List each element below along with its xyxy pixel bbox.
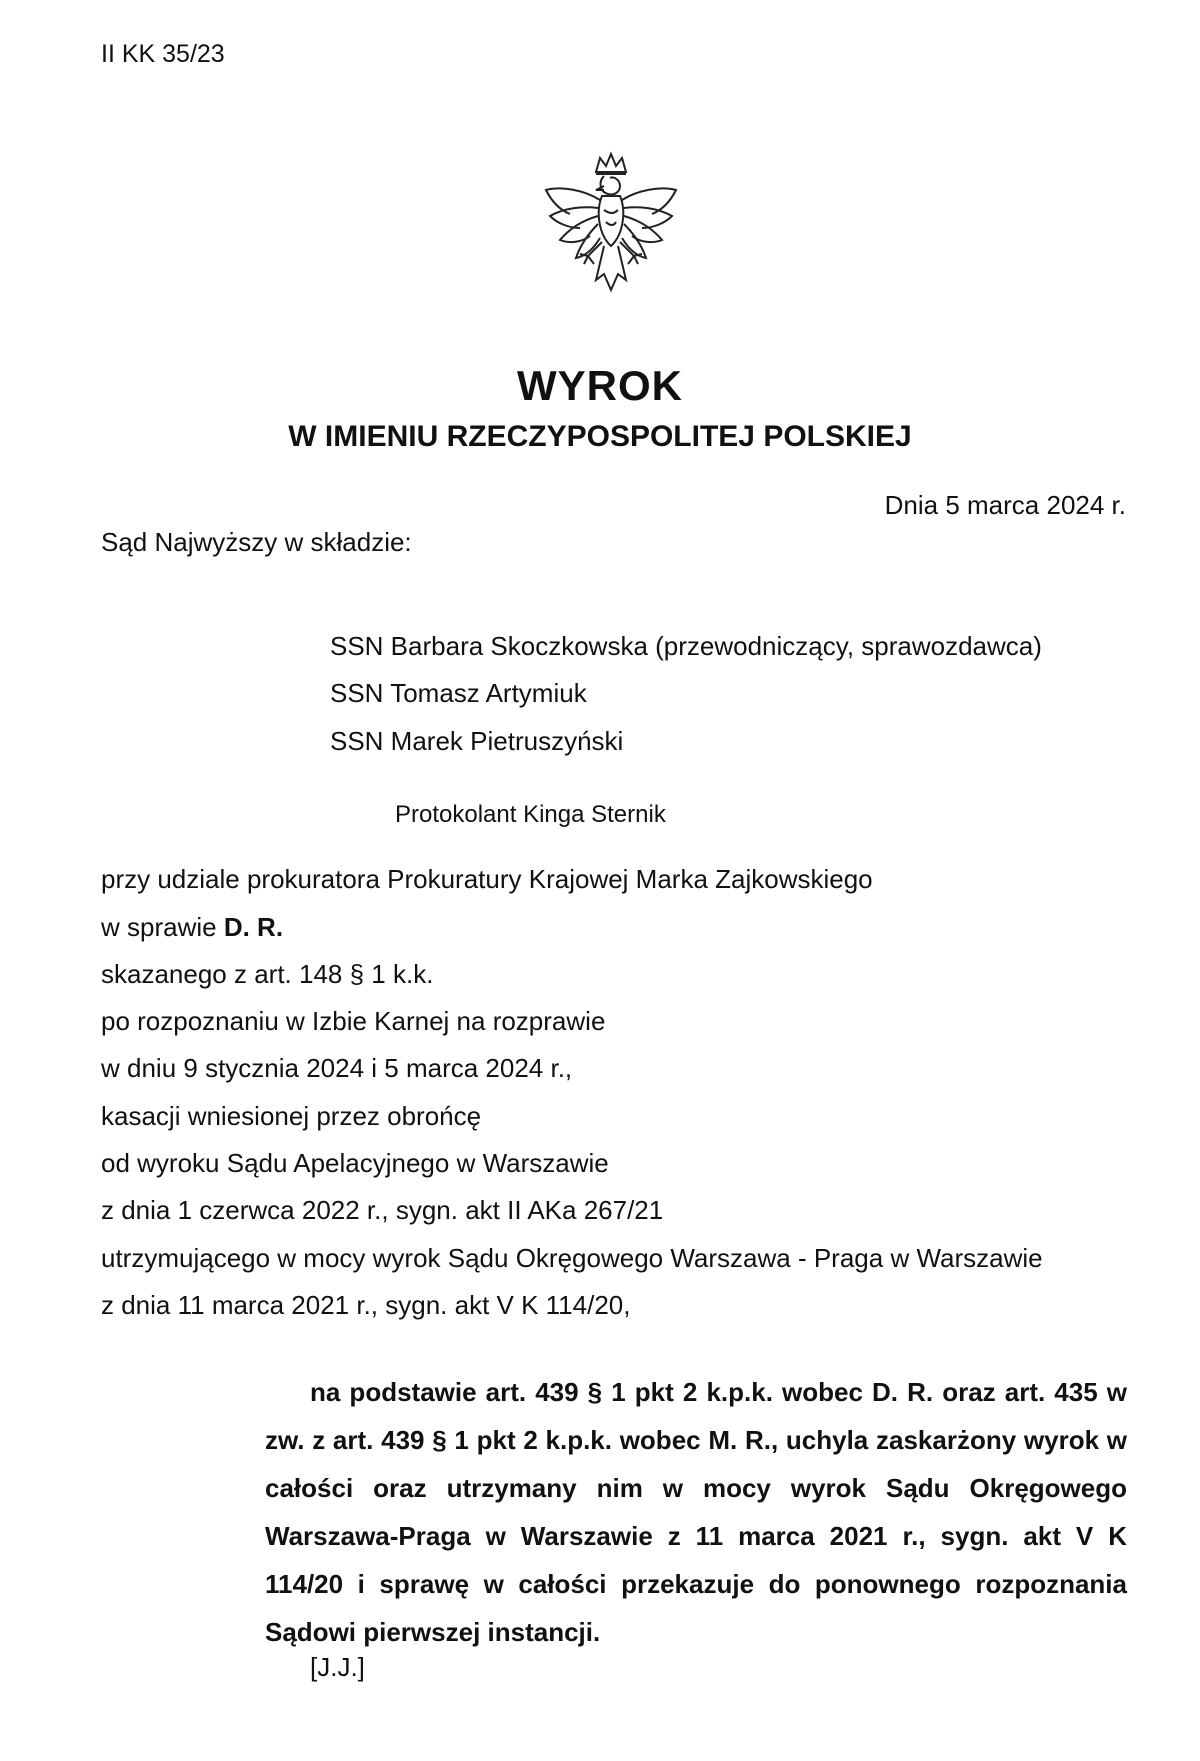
document-subtitle: W IMIENIU RZECZYPOSPOLITEJ POLSKIEJ — [288, 420, 912, 453]
upheld-line: utrzymującego w mocy wyrok Sądu Okręgowego Warszawa - Praga w Warszawie — [101, 1243, 1043, 1273]
polish-eagle-icon — [540, 150, 682, 300]
signoff: [J.J.] — [310, 1652, 365, 1682]
convicted-line: skazanego z art. 148 § 1 k.k. — [101, 959, 434, 989]
cassation-line: kasacji wniesionej przez obrońcę — [101, 1101, 482, 1131]
case-number: II KK 35/23 — [101, 40, 225, 68]
judge-line: SSN Tomasz Artymiuk — [330, 678, 587, 708]
case-prefix: w sprawie — [101, 912, 224, 942]
appeal-date-line: z dnia 1 czerwca 2022 r., sygn. akt II AKa 267/21 — [101, 1195, 664, 1225]
hearing-line: po rozpoznaniu w Izbie Karnej na rozprawie — [101, 1006, 606, 1036]
recorder: Protokolant Kinga Sternik — [395, 801, 666, 828]
defendant-name: D. R. — [223, 912, 284, 942]
district-date-line: z dnia 11 marca 2021 r., sygn. akt V K 114/20, — [101, 1290, 631, 1320]
case-line — [101, 912, 283, 943]
judge-line: SSN Marek Pietruszyński — [330, 726, 624, 756]
hearing-dates-line: w dniu 9 stycznia 2024 i 5 marca 2024 r., — [101, 1053, 573, 1083]
judgment-date: Dnia 5 marca 2024 r. — [884, 490, 1126, 520]
document-title: WYROK — [517, 362, 683, 409]
appeal-court-line: od wyroku Sądu Apelacyjnego w Warszawie — [101, 1148, 609, 1178]
verdict-paragraph: na podstawie art. 439 § 1 pkt 2 k.p.k. wobec D. R. oraz art. 435 w zw. z art. 439 § 1 pkt 2 k.p.k. wobec M. R., uchyla zaskarżony wyrok w całości oraz utrzymany nim w mocy wyrok Sądu Okręgowego Warszawa-Praga w Warszawie z 11 marca 2021 r., sygn. akt V K 114/20 i sprawę w całości przekazuje do ponownego rozpoznania Sądowi pierwszej instancji. — [265, 1377, 1127, 1647]
judge-line: SSN Barbara Skoczkowska (przewodniczący, sprawozdawca) — [330, 631, 1042, 661]
prosecutor-line: przy udziale prokuratora Prokuratury Krajowej Marka Zajkowskiego — [101, 864, 873, 894]
court-intro: Sąd Najwyższy w składzie: — [101, 527, 412, 557]
